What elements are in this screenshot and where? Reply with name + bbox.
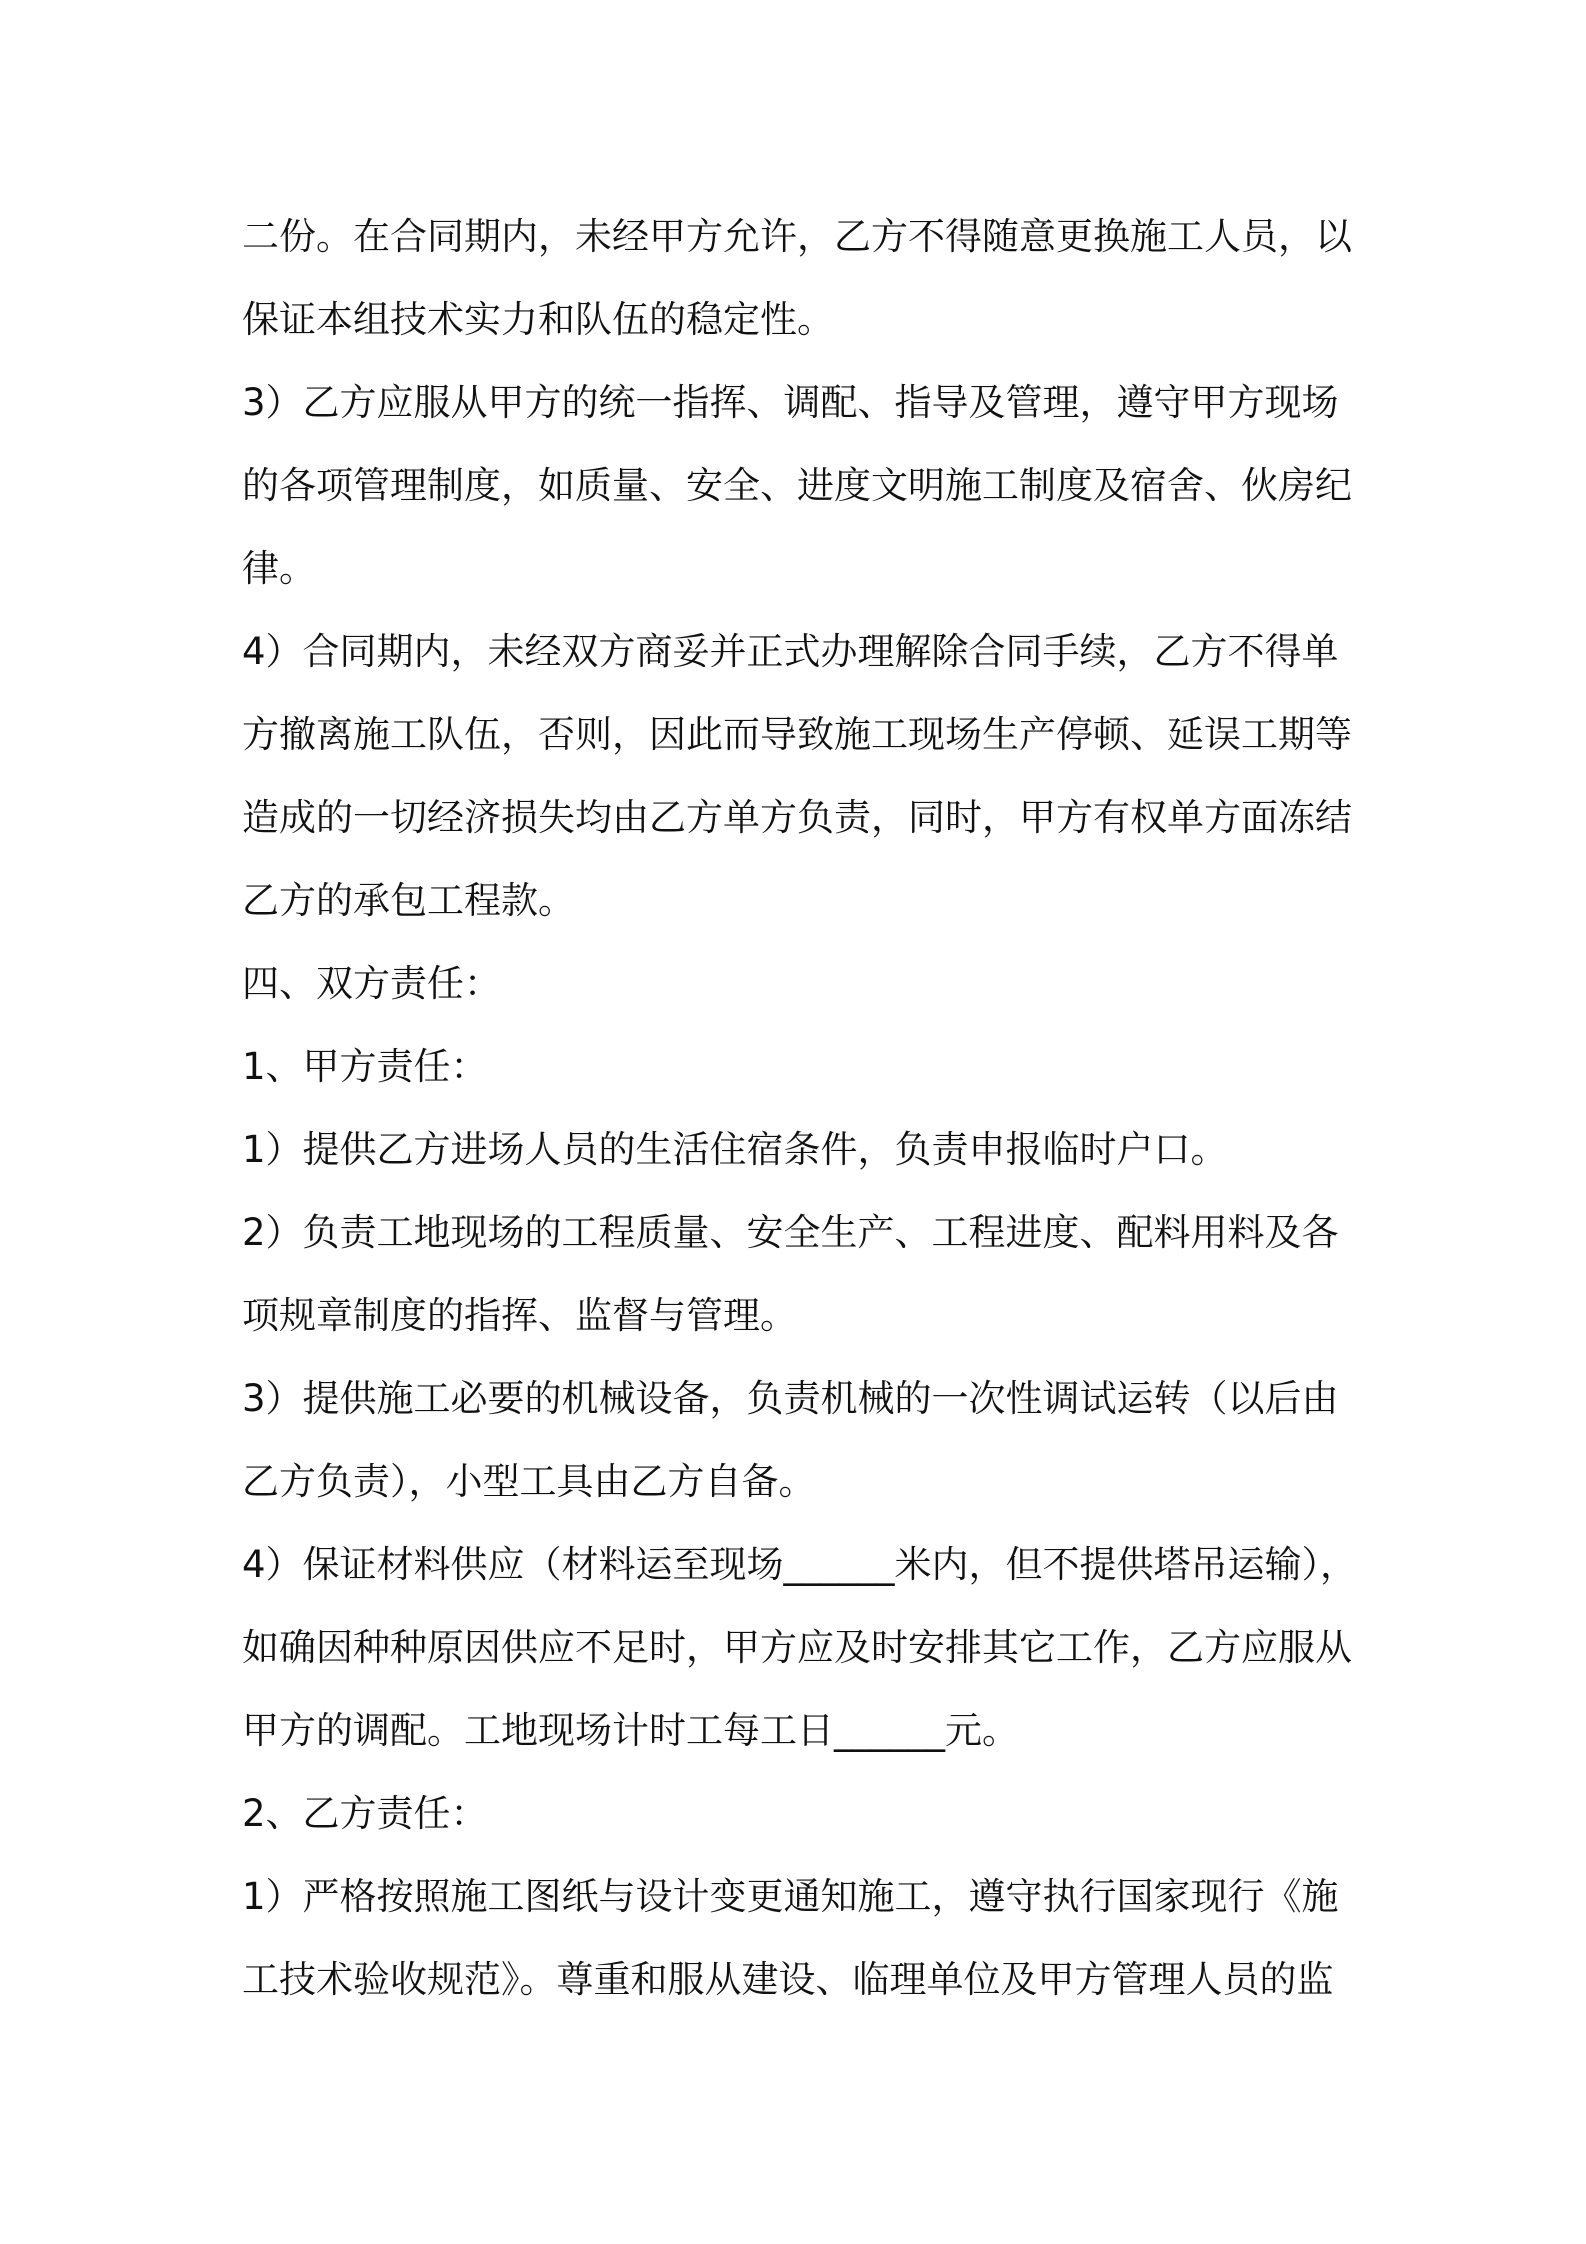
text-line-15: 3）提供施工必要的机械设备，负责机械的一次性调试运转（以后由: [242, 1377, 1339, 1420]
subsection-heading-party-a: 1、甲方责任：: [242, 1045, 488, 1088]
text-line-13: 2）负责工地现场的工程质量、安全生产、工程进度、配料用料及各: [242, 1211, 1339, 1254]
text-line-9: 乙方的承包工程款。: [242, 879, 575, 922]
text-line-18: 如确因种种原因供应不足时，甲方应及时安排其它工作，乙方应服从: [242, 1626, 1352, 1669]
text-line-21: 1）严格按照施工图纸与设计变更通知施工，遵守执行国家现行《施: [242, 1875, 1339, 1918]
text-line-22: 工技术验收规范》。尊重和服从建设、临理单位及甲方管理人员的监: [242, 1958, 1334, 2001]
text-line-6: 4）合同期内，未经双方商妥并正式办理解除合同手续，乙方不得单: [242, 630, 1339, 673]
text-line-12: 1）提供乙方进场人员的生活住宿条件，负责申报临时户口。: [242, 1128, 1228, 1171]
text-line-7: 方撤离施工队伍，否则，因此而导致施工现场生产停顿、延误工期等: [242, 713, 1352, 756]
text-line-3: 3）乙方应服从甲方的统一指挥、调配、指导及管理，遵守甲方现场: [242, 381, 1339, 424]
subsection-heading-party-b: 2、乙方责任：: [242, 1792, 488, 1835]
text-line-14: 项规章制度的指挥、监督与管理。: [242, 1294, 797, 1337]
text-line-17: 4）保证材料供应（材料运至现场______米内，但不提供塔吊运输），: [242, 1543, 1358, 1586]
text-line-19: 甲方的调配。工地现场计时工每工日______元。: [242, 1709, 1019, 1752]
text-line-4: 的各项管理制度，如质量、安全、进度文明施工制度及宿舍、伙房纪: [242, 464, 1352, 507]
text-line-1: 二份。在合同期内，未经甲方允许，乙方不得随意更换施工人员，以: [242, 215, 1352, 258]
text-line-16: 乙方负责），小型工具由乙方自备。: [242, 1460, 816, 1503]
text-line-2: 保证本组技术实力和队伍的稳定性。: [242, 298, 834, 341]
text-line-8: 造成的一切经济损失均由乙方单方负责，同时，甲方有权单方面冻结: [242, 796, 1352, 839]
section-heading-four: 四、双方责任：: [242, 962, 501, 1005]
contract-text-block: [242, 195, 1372, 2021]
text-line-5: 律。: [242, 547, 316, 590]
